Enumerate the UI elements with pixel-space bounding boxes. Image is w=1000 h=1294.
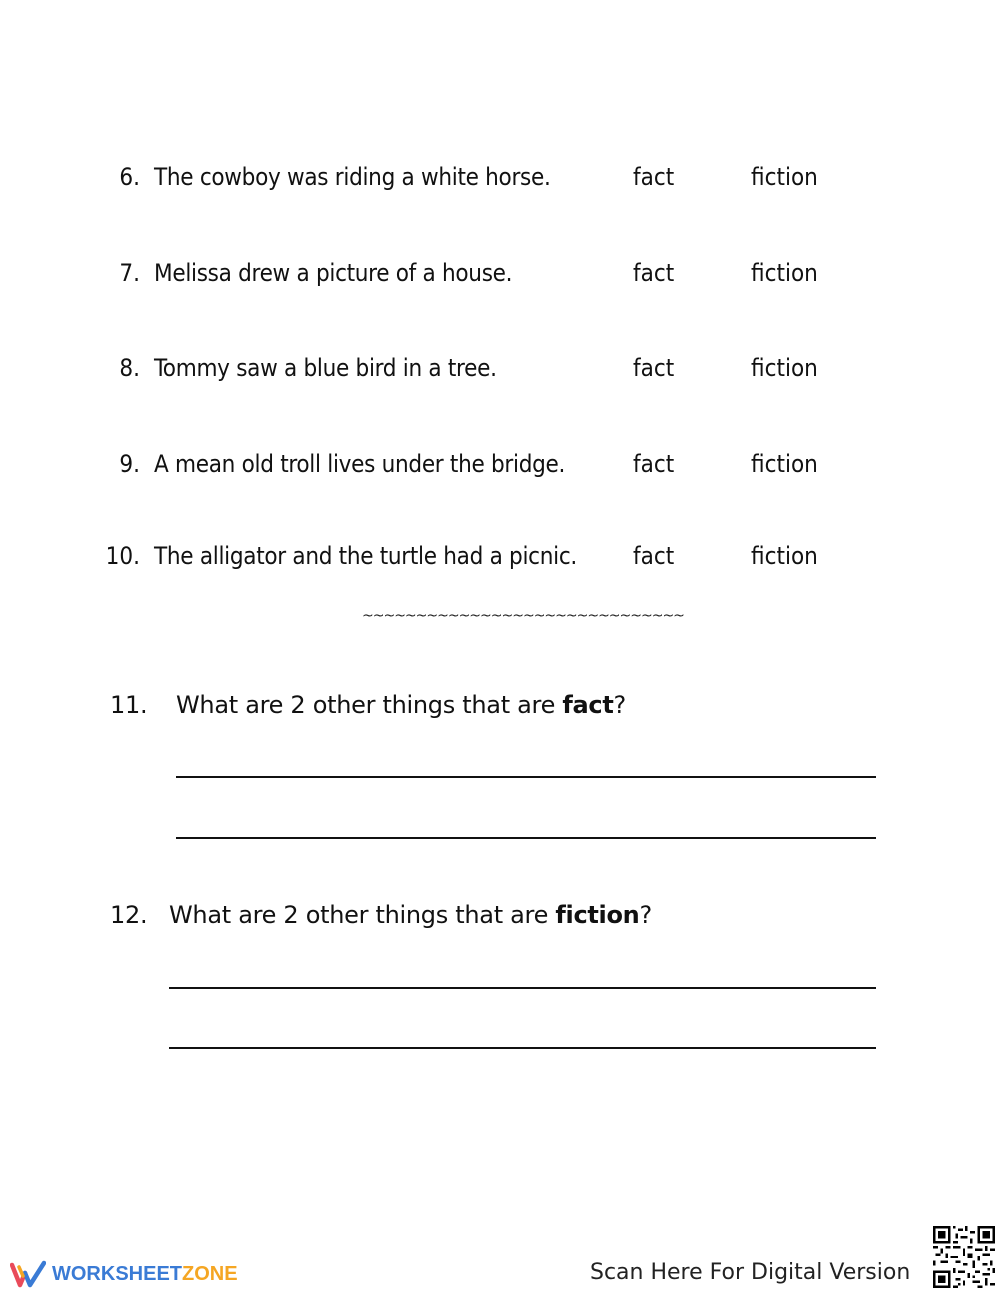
- question-11: [110, 685, 626, 725]
- statement-number: 10.: [105, 542, 140, 570]
- statement-row: [0, 348, 1000, 388]
- option-fact[interactable]: fact: [633, 450, 675, 478]
- worksheetzone-logo[interactable]: [10, 1257, 238, 1291]
- question-number: 11.: [110, 691, 148, 719]
- logo-text-zone: ZONE: [182, 1262, 238, 1285]
- question-text: What are 2 other things that are: [176, 691, 563, 719]
- statement-number: 7.: [119, 259, 140, 287]
- option-fact[interactable]: fact: [633, 542, 675, 570]
- section-divider: ~~~~~~~~~~~~~~~~~~~~~~~~~~~~~~: [362, 608, 684, 624]
- statement-text: The cowboy was riding a white horse.: [154, 163, 551, 191]
- statement-text: Tommy saw a blue bird in a tree.: [154, 354, 497, 382]
- option-fiction[interactable]: fiction: [751, 354, 818, 382]
- question-12: [110, 895, 652, 935]
- option-fact[interactable]: fact: [633, 163, 675, 191]
- logo-text: [52, 1263, 238, 1286]
- answer-line[interactable]: [176, 837, 876, 839]
- question-mark: ?: [613, 691, 626, 719]
- qr-code-icon[interactable]: [933, 1226, 995, 1288]
- option-fact[interactable]: fact: [633, 354, 675, 382]
- option-fact[interactable]: fact: [633, 259, 675, 287]
- statement-text: Melissa drew a picture of a house.: [154, 259, 513, 287]
- question-text: What are 2 other things that are: [169, 901, 556, 929]
- logo-mark-icon: [10, 1259, 46, 1289]
- option-fiction[interactable]: fiction: [751, 163, 818, 191]
- answer-line[interactable]: [176, 776, 876, 778]
- answer-line[interactable]: [169, 987, 876, 989]
- option-fiction[interactable]: fiction: [751, 450, 818, 478]
- question-number: 12.: [110, 901, 148, 929]
- option-fiction[interactable]: fiction: [751, 542, 818, 570]
- question-keyword: fact: [562, 691, 614, 719]
- statement-row: [0, 536, 1000, 576]
- statement-row: [0, 157, 1000, 197]
- question-mark: ?: [639, 901, 652, 929]
- logo-text-worksheet: WORKSHEET: [52, 1262, 182, 1285]
- statement-text: The alligator and the turtle had a picnic.: [154, 542, 577, 570]
- statement-number: 6.: [119, 163, 140, 191]
- statement-number: 9.: [119, 450, 140, 478]
- scan-label: Scan Here For Digital Version: [590, 1260, 911, 1285]
- answer-line[interactable]: [169, 1047, 876, 1049]
- statement-row: [0, 444, 1000, 484]
- option-fiction[interactable]: fiction: [751, 259, 818, 287]
- statement-text: A mean old troll lives under the bridge.: [154, 450, 566, 478]
- statement-row: [0, 253, 1000, 293]
- statement-number: 8.: [119, 354, 140, 382]
- question-keyword: fiction: [555, 901, 640, 929]
